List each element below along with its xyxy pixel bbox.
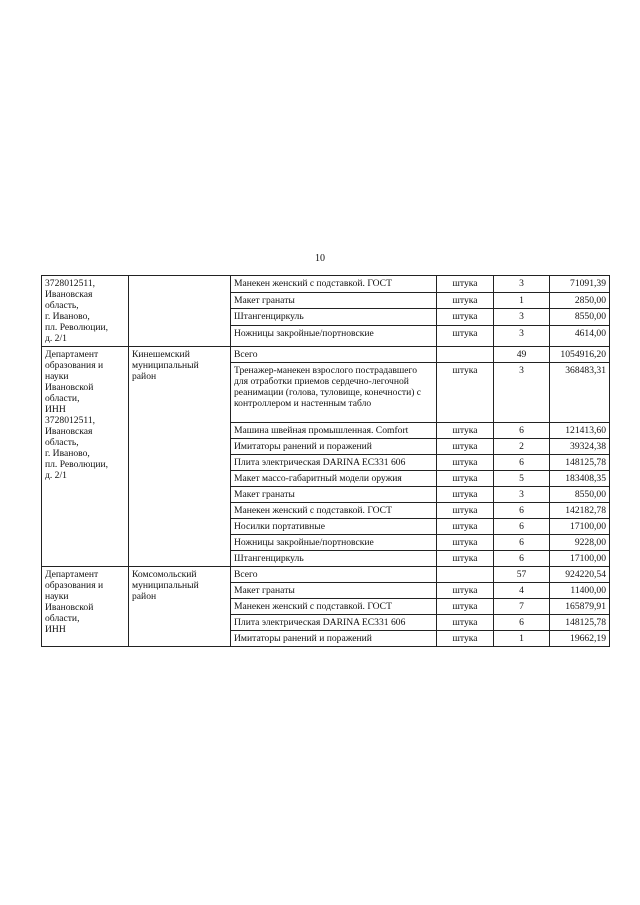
amount-cell: 1054916,20 (550, 347, 610, 363)
unit-cell (437, 347, 494, 363)
item-cell: Макет гранаты (231, 292, 437, 309)
item-cell: Макет массо-габаритный модели оружия (231, 471, 437, 487)
item-cell: Штангенциркуль (231, 551, 437, 567)
unit-cell: штука (437, 503, 494, 519)
quantity-cell: 3 (494, 276, 550, 293)
amount-cell: 148125,78 (550, 455, 610, 471)
amount-cell: 2850,00 (550, 292, 610, 309)
amount-cell: 142182,78 (550, 503, 610, 519)
unit-cell: штука (437, 599, 494, 615)
quantity-cell: 3 (494, 309, 550, 326)
item-cell: Штангенциркуль (231, 309, 437, 326)
amount-cell: 9228,00 (550, 535, 610, 551)
item-cell: Имитаторы ранений и поражений (231, 631, 437, 647)
unit-cell: штука (437, 276, 494, 293)
amount-cell: 71091,39 (550, 276, 610, 293)
unit-cell: штука (437, 439, 494, 455)
quantity-cell: 1 (494, 631, 550, 647)
item-cell: Макет гранаты (231, 487, 437, 503)
page-number: 10 (315, 253, 325, 264)
item-cell: Манекен женский с подставкой. ГОСТ (231, 276, 437, 293)
district-cell: Кинешемский муниципальный район (129, 347, 231, 567)
item-cell: Всего (231, 567, 437, 583)
organization-cell: 3728012511, Ивановская область, г. Иваново, пл. Революции, д. 2/1 (42, 276, 129, 347)
quantity-cell: 3 (494, 363, 550, 423)
quantity-cell: 1 (494, 292, 550, 309)
quantity-cell: 6 (494, 503, 550, 519)
unit-cell (437, 567, 494, 583)
unit-cell: штука (437, 455, 494, 471)
item-cell: Имитаторы ранений и поражений (231, 439, 437, 455)
unit-cell: штука (437, 363, 494, 423)
amount-cell: 121413,60 (550, 423, 610, 439)
amount-cell: 8550,00 (550, 487, 610, 503)
amount-cell: 4614,00 (550, 326, 610, 347)
unit-cell: штука (437, 551, 494, 567)
item-cell: Плита электрическая DARINA ЕС331 606 (231, 615, 437, 631)
item-cell: Носилки портативные (231, 519, 437, 535)
unit-cell: штука (437, 487, 494, 503)
unit-cell: штука (437, 631, 494, 647)
item-cell: Ножницы закройные/портновские (231, 326, 437, 347)
amount-cell: 924220,54 (550, 567, 610, 583)
organization-cell: Департамент образования и науки Ивановской области, ИНН (42, 567, 129, 647)
district-cell: Комсомольский муниципальный район (129, 567, 231, 647)
unit-cell: штука (437, 519, 494, 535)
item-cell: Макет гранаты (231, 583, 437, 599)
quantity-cell: 6 (494, 423, 550, 439)
organization-cell: Департамент образования и науки Ивановской области, ИНН 3728012511, Ивановская область, г. Иваново, пл. Революции, д. 2/1 (42, 347, 129, 567)
quantity-cell: 2 (494, 439, 550, 455)
unit-cell: штука (437, 583, 494, 599)
quantity-cell: 3 (494, 487, 550, 503)
unit-cell: штука (437, 309, 494, 326)
unit-cell: штука (437, 615, 494, 631)
amount-cell: 8550,00 (550, 309, 610, 326)
table-row (42, 276, 610, 293)
unit-cell: штука (437, 471, 494, 487)
allocation-table (41, 275, 610, 647)
total-row (42, 347, 610, 363)
amount-cell: 17100,00 (550, 551, 610, 567)
quantity-cell: 3 (494, 326, 550, 347)
quantity-cell: 6 (494, 615, 550, 631)
amount-cell: 368483,31 (550, 363, 610, 423)
item-cell: Плита электрическая DARINA ЕС331 606 (231, 455, 437, 471)
unit-cell: штука (437, 535, 494, 551)
quantity-cell: 6 (494, 519, 550, 535)
quantity-cell: 6 (494, 535, 550, 551)
quantity-cell: 57 (494, 567, 550, 583)
quantity-cell: 49 (494, 347, 550, 363)
item-cell: Манекен женский с подставкой. ГОСТ (231, 599, 437, 615)
amount-cell: 183408,35 (550, 471, 610, 487)
amount-cell: 19662,19 (550, 631, 610, 647)
item-cell: Машина швейная промышленная. Comfort (231, 423, 437, 439)
unit-cell: штука (437, 326, 494, 347)
item-cell: Ножницы закройные/портновские (231, 535, 437, 551)
district-cell (129, 276, 231, 347)
item-cell: Манекен женский с подставкой. ГОСТ (231, 503, 437, 519)
quantity-cell: 5 (494, 471, 550, 487)
amount-cell: 148125,78 (550, 615, 610, 631)
quantity-cell: 6 (494, 455, 550, 471)
quantity-cell: 6 (494, 551, 550, 567)
quantity-cell: 7 (494, 599, 550, 615)
unit-cell: штука (437, 292, 494, 309)
item-cell: Всего (231, 347, 437, 363)
amount-cell: 39324,38 (550, 439, 610, 455)
total-row (42, 567, 610, 583)
unit-cell: штука (437, 423, 494, 439)
amount-cell: 17100,00 (550, 519, 610, 535)
amount-cell: 165879,91 (550, 599, 610, 615)
item-cell: Тренажер-манекен взрослого пострадавшего для отработки приемов сердечно-легочной реанимации (голова, туловище, конечности) с контроллером и настенным табло (231, 363, 437, 423)
amount-cell: 11400,00 (550, 583, 610, 599)
quantity-cell: 4 (494, 583, 550, 599)
